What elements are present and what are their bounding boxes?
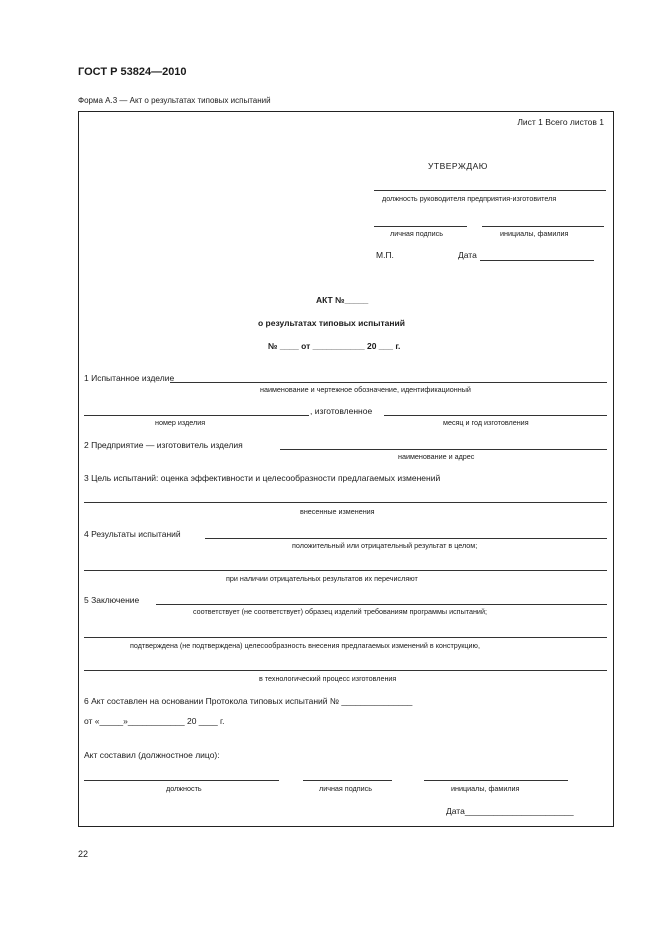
signature-line <box>374 226 467 227</box>
item1-number-line <box>84 415 309 416</box>
item6-date: от «_____»____________ 20 ____ г. <box>84 716 225 726</box>
item3-line <box>84 502 607 503</box>
standard-number: ГОСТ Р 53824—2010 <box>78 66 187 78</box>
item3-hint: внесенные изменения <box>300 507 375 516</box>
item2-hint: наименование и адрес <box>398 452 475 461</box>
signature-hint: личная подпись <box>390 229 443 238</box>
position-hint: должность руководителя предприятия-изготовителя <box>382 194 557 203</box>
item1-made-label: , изготовленное <box>310 406 373 416</box>
item2-line <box>280 449 607 450</box>
item5-hint: соответствует (не соответствует) образец изделий требованиям программы испытаний; <box>193 607 487 616</box>
item5-line <box>156 604 607 605</box>
seal-mark: М.П. <box>376 250 394 260</box>
item4-hint2: при наличии отрицательных результатов их перечисляют <box>226 574 418 583</box>
initials-hint: инициалы, фамилия <box>500 229 569 238</box>
act-subtitle: о результатах типовых испытаний <box>258 318 405 328</box>
item5-hint3: в технологический процесс изготовления <box>259 674 397 683</box>
compiled-initials-hint: инициалы, фамилия <box>451 784 520 793</box>
item5-line3 <box>84 670 607 671</box>
item4-line <box>205 538 607 539</box>
item1-date-line <box>384 415 607 416</box>
approve-date-label: Дата <box>458 250 477 260</box>
form-caption: Форма А.3 — Акт о результатах типовых испытаний <box>78 96 271 105</box>
item4-hint: положительный или отрицательный результат в целом; <box>292 541 478 550</box>
item1-label: 1 Испытанное изделие <box>84 373 175 383</box>
item4-label: 4 Результаты испытаний <box>84 529 181 539</box>
page-number: 22 <box>78 849 89 859</box>
compiled-signature-line <box>303 780 392 781</box>
compiled-signature-hint: личная подпись <box>319 784 372 793</box>
item1-number-hint: номер изделия <box>155 418 206 427</box>
approve-title: УТВЕРЖДАЮ <box>428 161 488 171</box>
item1-date-hint: месяц и год изготовления <box>443 418 529 427</box>
initials-line <box>482 226 604 227</box>
compiled-position-line <box>84 780 279 781</box>
compiled-date: Дата_______________________ <box>446 806 574 816</box>
approve-date-line <box>480 260 594 261</box>
item4-line2 <box>84 570 607 571</box>
item1-line <box>170 382 607 383</box>
item1-hint: наименование и чертежное обозначение, идентификационный <box>260 385 471 394</box>
compiled-initials-line <box>424 780 568 781</box>
compiled-position-hint: должность <box>166 784 202 793</box>
compiled-label: Акт составил (должностное лицо): <box>84 750 220 760</box>
item6-label: 6 Акт составлен на основании Протокола типовых испытаний № _______________ <box>84 696 413 706</box>
item5-line2 <box>84 637 607 638</box>
item3-label: 3 Цель испытаний: оценка эффективности и целесообразности предлагаемых изменений <box>84 473 441 483</box>
position-line <box>374 190 606 191</box>
act-number-line: № ____ от ___________ 20 ___ г. <box>268 341 401 351</box>
item5-label: 5 Заключение <box>84 595 140 605</box>
item2-label: 2 Предприятие — изготовитель изделия <box>84 440 243 450</box>
sheet-info: Лист 1 Всего листов 1 <box>517 117 604 127</box>
item5-hint2: подтверждена (не подтверждена) целесообразность внесения предлагаемых изменений в конструкцию, <box>130 641 480 650</box>
act-title: АКТ №_____ <box>316 295 369 305</box>
